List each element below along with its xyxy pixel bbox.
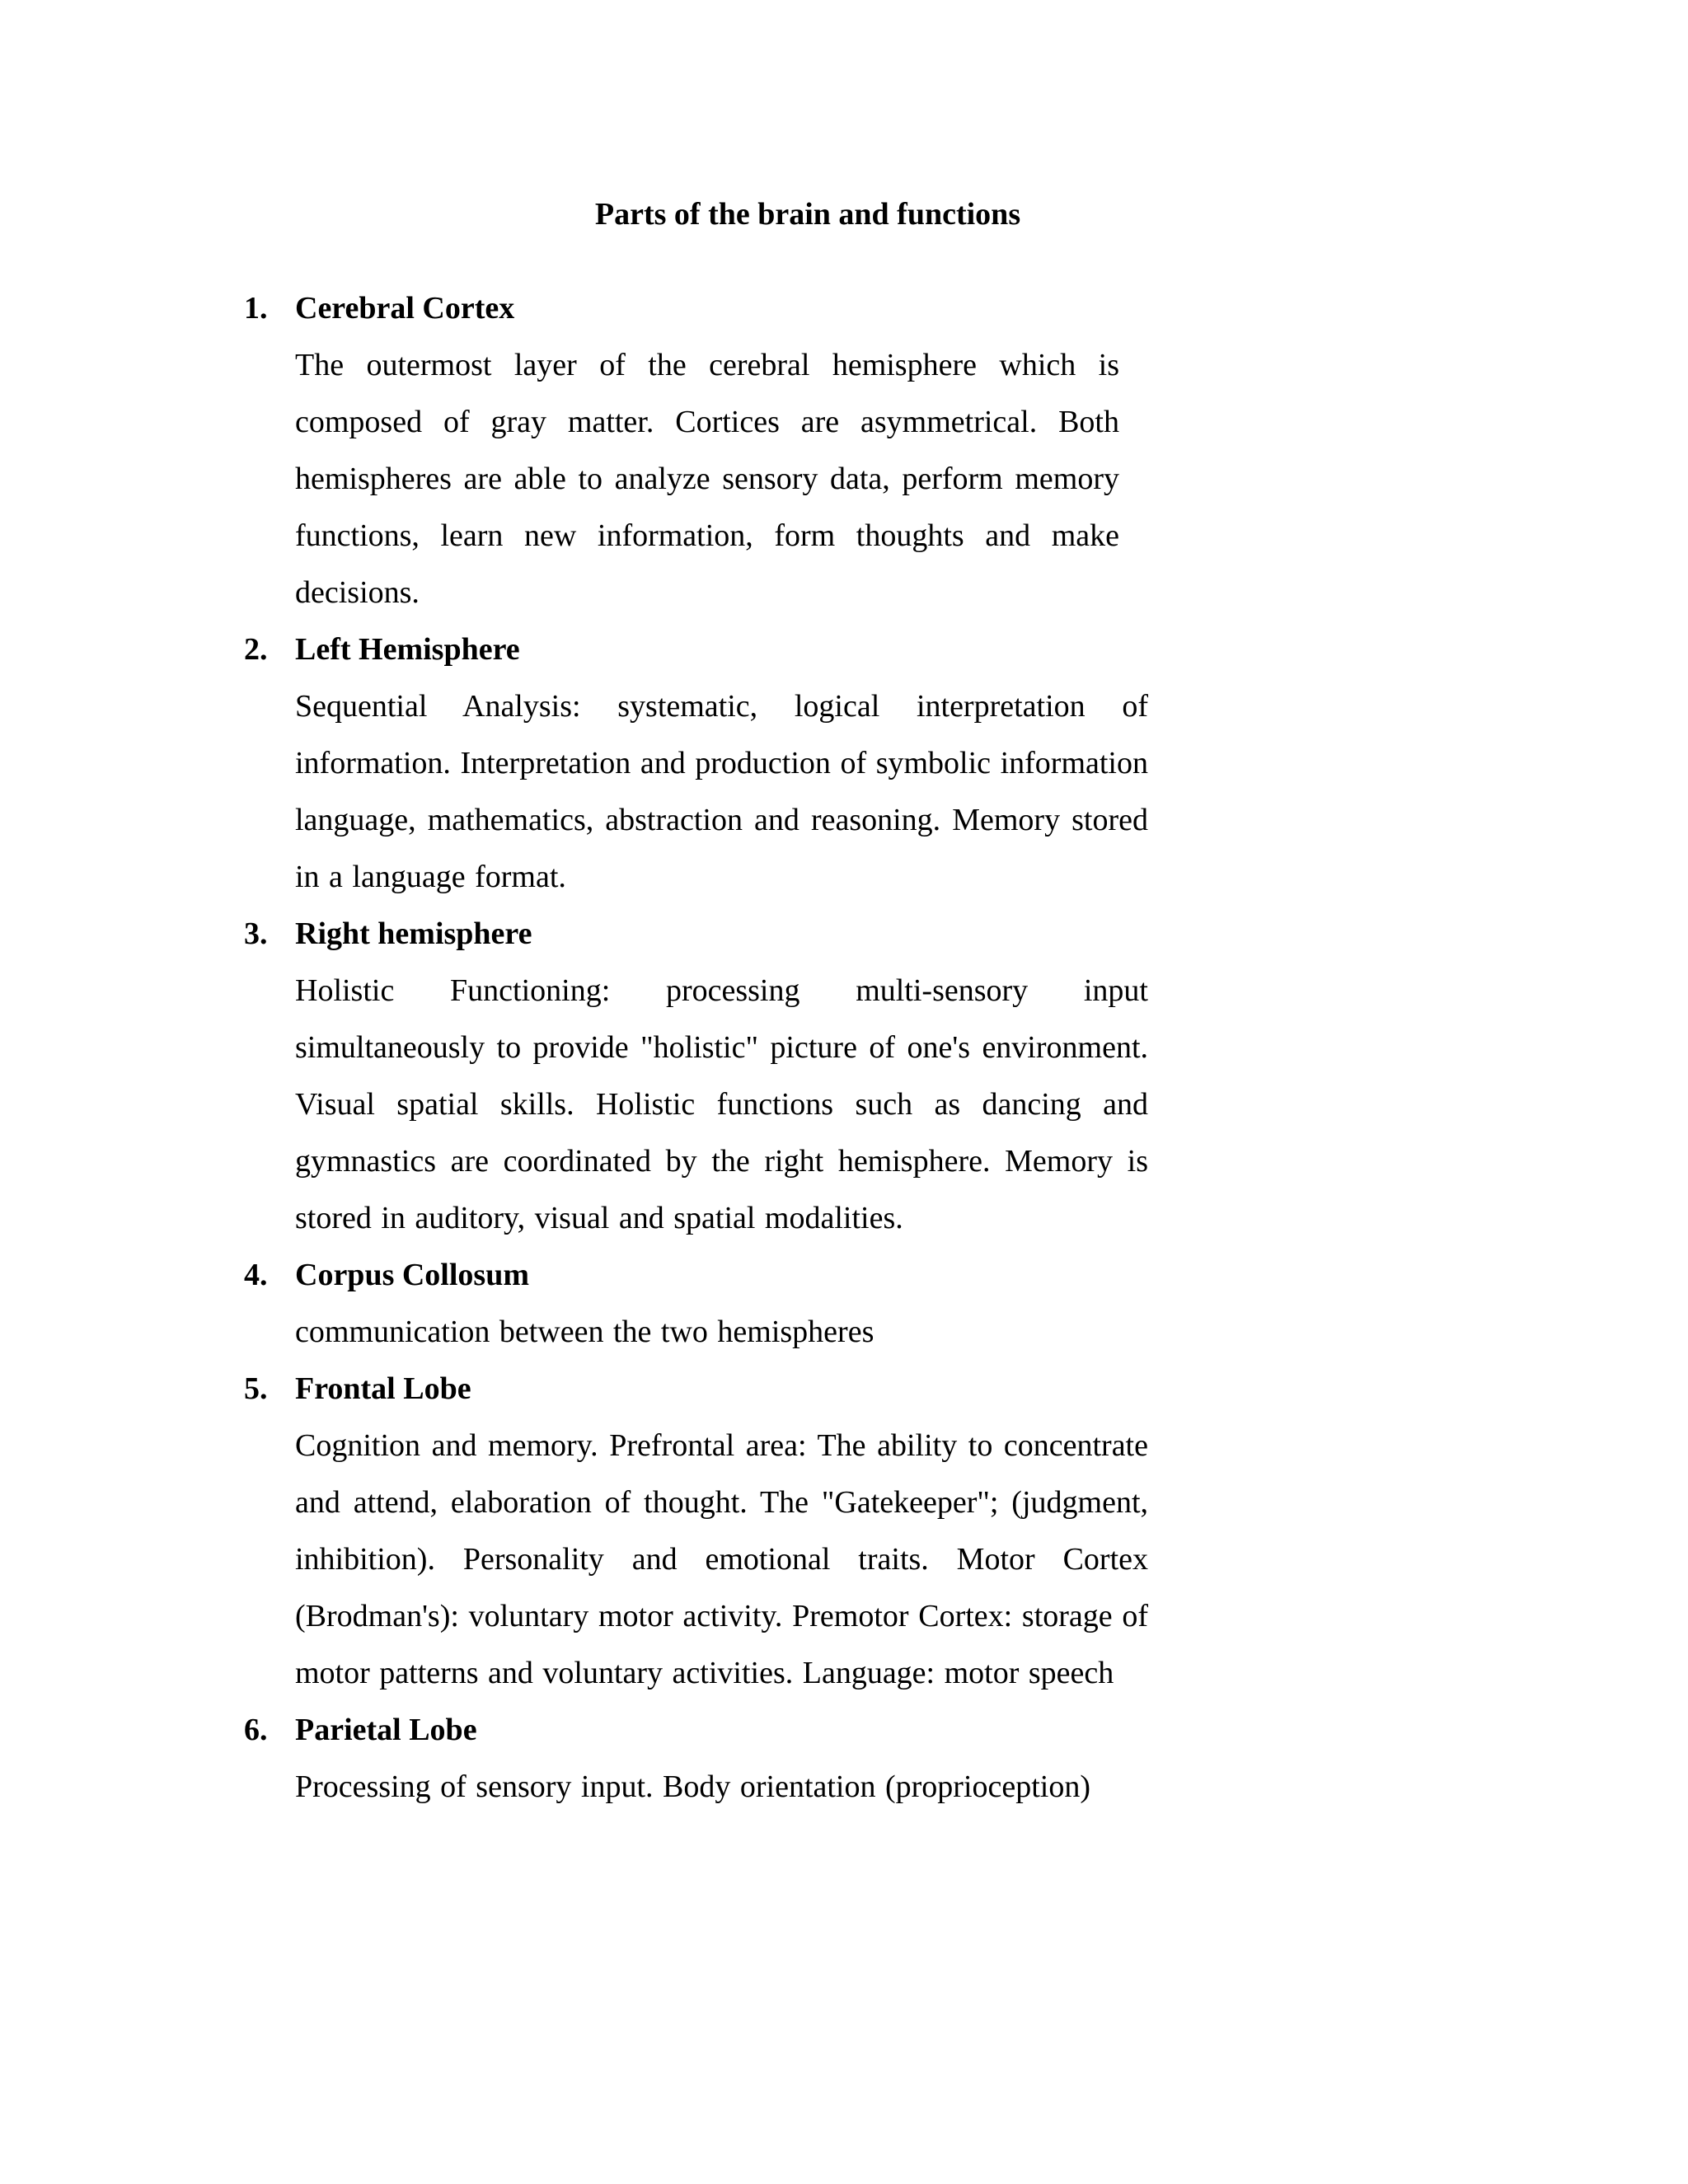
section-corpus-collosum xyxy=(244,1247,1151,1361)
section-heading: Corpus Collosum xyxy=(295,1258,529,1292)
section-body: Cognition and memory. Prefrontal area: The ability to concentrate and attend, elaboration of thought. The "Gatekeeper"; (judgment, inhibition). Personality and emotional traits. Motor Cortex (Brodman's): voluntary motor activity. Premotor Cortex: storage of motor patterns and voluntary activities. Language: motor speech xyxy=(295,1428,1148,1690)
section-right-hemisphere xyxy=(244,906,1151,1247)
section-number: 5. xyxy=(244,1371,268,1406)
section-left-hemisphere xyxy=(244,621,1151,906)
section-body: Sequential Analysis: systematic, logical interpretation of information. Interpretation and production of symbolic information language, mathematics, abstraction and reasoning. Memory stored in a language format. xyxy=(295,689,1148,894)
section-number: 1. xyxy=(244,291,268,326)
page-title: Parts of the brain and functions xyxy=(594,197,1021,232)
section-heading: Right hemisphere xyxy=(295,916,532,951)
section-heading: Frontal Lobe xyxy=(295,1371,471,1406)
section-heading: Parietal Lobe xyxy=(295,1713,477,1747)
section-cerebral-cortex xyxy=(244,280,1151,621)
section-body: Holistic Functioning: processing multi-sensory input simultaneously to provide "holistic" picture of one's environment. Visual spatial skills. Holistic functions such as dancing and gymnastics are coordinated by the right hemisphere. Memory is stored in auditory, visual and spatial modalities. xyxy=(295,973,1148,1235)
section-body: Processing of sensory input. Body orientation (proprioception) xyxy=(295,1769,1091,1804)
section-number: 6. xyxy=(244,1713,268,1747)
section-parietal-lobe xyxy=(244,1702,1151,1816)
section-number: 3. xyxy=(244,916,268,951)
section-number: 4. xyxy=(244,1258,268,1292)
section-number: 2. xyxy=(244,632,268,667)
section-heading: Cerebral Cortex xyxy=(295,291,515,326)
section-frontal-lobe xyxy=(244,1361,1151,1702)
section-body: The outermost layer of the cerebral hemisphere which is composed of gray matter. Cortices are asymmetrical. Both hemispheres are able to analyze sensory data, perform memory functions, learn new information, form thoughts and make decisions. xyxy=(295,348,1119,610)
section-body: communication between the two hemispheres xyxy=(295,1315,874,1349)
section-list xyxy=(244,280,1151,1816)
section-heading: Left Hemisphere xyxy=(295,632,520,667)
